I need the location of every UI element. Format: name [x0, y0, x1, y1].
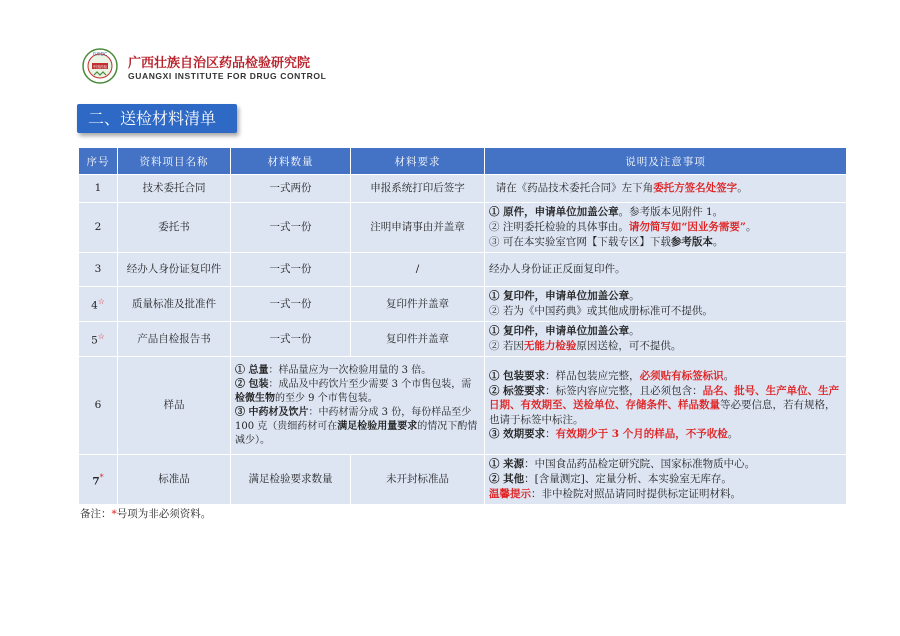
row-notes [485, 455, 847, 505]
row-notes [485, 322, 847, 357]
table-row [79, 322, 847, 357]
qty-bold: ③ 中药材及饮片 [235, 406, 309, 418]
note-text: 。 [629, 290, 640, 302]
note-text: ② 若为《中国药典》或其他成册标准可不提供。 [489, 305, 713, 317]
row-qty: 一式两份 [231, 175, 351, 203]
note-text: ② 注明委托检验的具体事由。 [489, 221, 629, 233]
qty-bold: 检微生物 [235, 392, 275, 404]
row-notes [485, 203, 847, 253]
note-bold: ② 其他 [489, 473, 525, 485]
row-qty: 一式一份 [231, 253, 351, 287]
note-text: ：非中检院对照品请同时提供标定证明材料。 [531, 488, 741, 500]
materials-table [78, 147, 847, 505]
note-text: 等必要信息，若有规格，也请于标签中标注。 [489, 399, 836, 426]
note-text: 。 [745, 221, 757, 233]
qty-text: 的至少 9 个市售包装。 [275, 392, 378, 404]
row-qty: 一式一份 [231, 322, 351, 357]
qty-bold: ② 包装 [235, 378, 269, 390]
org-name-en: GUANGXI INSTITUTE FOR DRUG CONTROL [128, 71, 327, 81]
col-header-notes: 说明及注意事项 [485, 148, 847, 175]
row-no [79, 322, 118, 357]
row-name: 委托书 [118, 203, 231, 253]
note-text: ：样品包装应完整， [545, 370, 640, 383]
note-text: ：中国食品药品检定研究院、国家标准物质中心。 [524, 458, 756, 470]
note-text: 。 [629, 325, 640, 337]
qty-text: ：成品及中药饮片至少需要 3 个市售包装，需 [268, 378, 472, 390]
institute-logo [82, 48, 118, 84]
note-text: 请在《药品技术委托合同》左下角 [495, 182, 654, 194]
note-emphasis: 必须贴有标签标识 [639, 370, 724, 383]
footnote-text: 号项为非必须资料。 [116, 508, 212, 520]
row-no: 1 [79, 175, 118, 203]
row-name: 样品 [118, 357, 231, 455]
note-text: ③ 可在本实验室官网【下载专区】下载 [489, 236, 671, 248]
logo-top-text: GXIDC [92, 52, 108, 58]
qty-text: ：样品量应为一次检验用量的 3 倍。 [268, 364, 432, 376]
note-emphasis: 无能力检验 [523, 340, 577, 352]
note-text: 原因送检，可不提供。 [576, 340, 682, 352]
note-bold: ① 原件，申请单位加盖公章 [489, 206, 619, 218]
row-qty: 一式一份 [231, 203, 351, 253]
note-text: 。参考版本见附件 1。 [618, 206, 724, 218]
note-text: 。 [723, 370, 735, 383]
note-text: 。 [737, 182, 748, 194]
footnote [80, 506, 211, 521]
col-header-qty: 材料数量 [231, 148, 351, 175]
row-name: 质量标准及批准件 [118, 287, 231, 322]
row-name: 经办人身份证复印件 [118, 253, 231, 287]
row-notes [485, 357, 847, 455]
row-qty: 满足检验要求数量 [231, 455, 351, 505]
note-bold: ③ 效期要求 [489, 428, 546, 441]
logo-mid-text: 中国药检 [92, 65, 108, 69]
footnote-label: 备注： [80, 508, 112, 520]
table-row [79, 253, 847, 287]
note-emphasis: 有效期少于 3 个月的样品，不予收检 [555, 428, 728, 441]
col-header-no: 序号 [79, 148, 118, 175]
row-no-value: 7 [92, 475, 100, 488]
row-req: 申报系统打印后签字 [351, 175, 485, 203]
qty-bold: ① 总量 [235, 364, 269, 376]
col-header-name: 资料项目名称 [118, 148, 231, 175]
section-title: 二、送检材料清单 [77, 104, 237, 133]
qty-bold: 满足检验用量要求 [337, 420, 418, 432]
row-no [79, 455, 118, 505]
row-no: 6 [79, 357, 118, 455]
row-notes: 经办人身份证正反面复印件。 [485, 253, 847, 287]
note-bold: ② 标签要求 [489, 384, 546, 397]
footnote-star: * [111, 508, 117, 520]
note-bold: ① 来源 [489, 458, 525, 470]
note-emphasis: 委托方签名处签字 [653, 182, 738, 194]
table-row [79, 287, 847, 322]
note-bold: ① 复印件，申请单位加盖公章 [489, 325, 630, 337]
row-no [79, 287, 118, 322]
table-header-row [79, 148, 847, 175]
note-emphasis: 温馨提示 [489, 488, 531, 500]
table-row [79, 455, 847, 505]
note-text: 。 [727, 428, 739, 441]
note-text: ：标签内容应完整，且必须包含： [545, 384, 703, 397]
table-row [79, 175, 847, 203]
table-row [79, 203, 847, 253]
note-text: 。 [712, 236, 724, 248]
note-text: ：[含量测定]、定量分析、本实验室无库存。 [524, 473, 732, 485]
note-emphasis: 品名、批号、生产单位、生产日期、有效期至、送检单位、存储条件、样品数量 [489, 384, 840, 412]
optional-star: ☆ [97, 332, 105, 342]
row-no-value: 5 [91, 334, 98, 347]
note-bold: 参考版本 [670, 236, 713, 248]
row-req: 复印件并盖章 [351, 322, 485, 357]
row-no-value: 4 [91, 299, 98, 312]
row-req: 复印件并盖章 [351, 287, 485, 322]
row-req: 未开封标准品 [351, 455, 485, 505]
optional-star: * [99, 472, 104, 482]
row-req: 注明申请事由并盖章 [351, 203, 485, 253]
row-notes [485, 175, 847, 203]
row-no: 3 [79, 253, 118, 287]
row-name: 技术委托合同 [118, 175, 231, 203]
row-qty-req [231, 357, 485, 455]
qty-text: ：中药材需分成 3 份，每份样品至少 100 克（贵细药材可在 [235, 406, 472, 432]
table-row [79, 357, 847, 455]
note-emphasis: 请勿简写如“因业务需要” [628, 221, 746, 233]
row-name: 标准品 [118, 455, 231, 505]
note-text: ： [545, 428, 556, 441]
col-header-req: 材料要求 [351, 148, 485, 175]
row-req: / [351, 253, 485, 287]
row-qty: 一式一份 [231, 287, 351, 322]
org-name-cn: 广西壮族自治区药品检验研究院 [128, 56, 311, 71]
note-bold: ① 复印件，申请单位加盖公章 [489, 290, 630, 302]
note-bold: ① 包装要求 [489, 370, 546, 383]
row-name: 产品自检报告书 [118, 322, 231, 357]
row-no: 2 [79, 203, 118, 253]
note-text: ② 若因 [489, 340, 524, 352]
optional-star: ☆ [97, 297, 105, 307]
row-notes [485, 287, 847, 322]
qty-text: 的情况下酌情减少）。 [235, 420, 478, 446]
